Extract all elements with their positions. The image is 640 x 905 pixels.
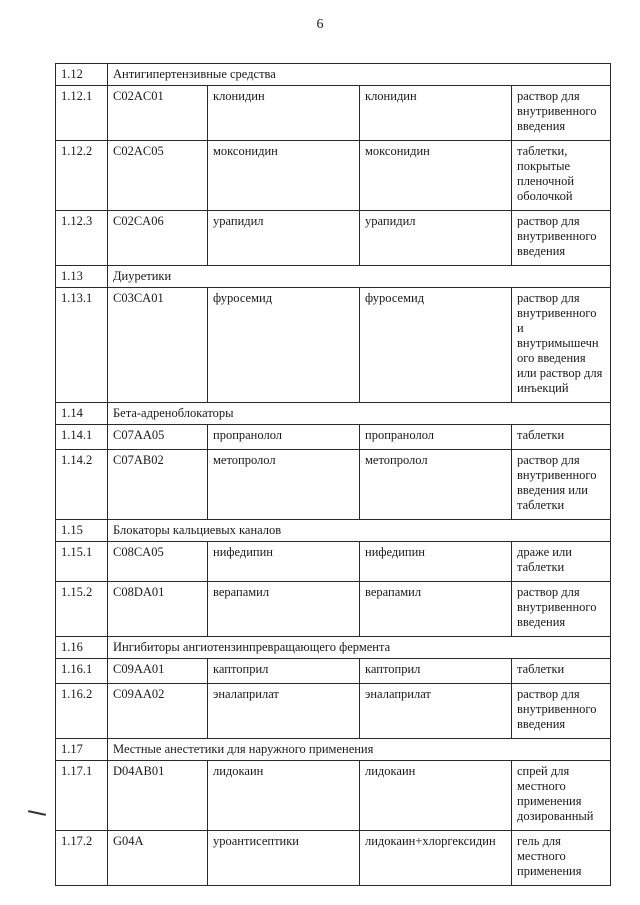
drug-name: верапамил (208, 582, 360, 637)
item-number: 1.17.1 (56, 761, 108, 831)
group-row (56, 64, 611, 86)
table-row (56, 761, 611, 831)
table-row (56, 141, 611, 211)
inn-name: эналаприлат (360, 684, 512, 739)
atc-code: C02CA06 (108, 211, 208, 266)
dosage-form: драже или таблетки (512, 542, 611, 582)
item-number: 1.16.2 (56, 684, 108, 739)
item-number: 1.17.2 (56, 831, 108, 886)
group-number: 1.13 (56, 266, 108, 288)
inn-name: фуросемид (360, 288, 512, 403)
group-title: Диуретики (108, 266, 611, 288)
table-row (56, 288, 611, 403)
drug-name: метопролол (208, 450, 360, 520)
item-number: 1.14.1 (56, 425, 108, 450)
inn-name: моксонидин (360, 141, 512, 211)
table-row (56, 86, 611, 141)
inn-name: каптоприл (360, 659, 512, 684)
group-row (56, 637, 611, 659)
atc-code: C09AA01 (108, 659, 208, 684)
group-number: 1.14 (56, 403, 108, 425)
dosage-form: раствор для внутривенного введения (512, 211, 611, 266)
drug-name: клонидин (208, 86, 360, 141)
pen-mark (28, 810, 46, 816)
item-number: 1.12.3 (56, 211, 108, 266)
table-row (56, 450, 611, 520)
group-row (56, 520, 611, 542)
group-row (56, 403, 611, 425)
drug-name: уроантисептики (208, 831, 360, 886)
table-body (56, 64, 611, 886)
atc-code: G04A (108, 831, 208, 886)
dosage-form: раствор для внутривенного введения (512, 582, 611, 637)
atc-code: C07AB02 (108, 450, 208, 520)
inn-name: нифедипин (360, 542, 512, 582)
atc-code: C07AA05 (108, 425, 208, 450)
drug-name: нифедипин (208, 542, 360, 582)
drug-name: эналаприлат (208, 684, 360, 739)
dosage-form: таблетки (512, 425, 611, 450)
atc-code: C03CA01 (108, 288, 208, 403)
dosage-form: раствор для внутривенного введения или таблетки (512, 450, 611, 520)
group-row (56, 266, 611, 288)
drug-name: пропранолол (208, 425, 360, 450)
atc-code: C09AA02 (108, 684, 208, 739)
inn-name: урапидил (360, 211, 512, 266)
item-number: 1.12.2 (56, 141, 108, 211)
dosage-form: раствор для внутривенного введения (512, 86, 611, 141)
item-number: 1.12.1 (56, 86, 108, 141)
dosage-form: таблетки (512, 659, 611, 684)
item-number: 1.15.2 (56, 582, 108, 637)
inn-name: пропранолол (360, 425, 512, 450)
drug-name: лидокаин (208, 761, 360, 831)
dosage-form: спрей для местного применения дозированный (512, 761, 611, 831)
table-row (56, 659, 611, 684)
group-title: Блокаторы кальциевых каналов (108, 520, 611, 542)
drug-name: каптоприл (208, 659, 360, 684)
table-row (56, 211, 611, 266)
atc-code: C02AC05 (108, 141, 208, 211)
drug-name: фуросемид (208, 288, 360, 403)
inn-name: лидокаин+хлоргексидин (360, 831, 512, 886)
table-row (56, 542, 611, 582)
group-number: 1.15 (56, 520, 108, 542)
page-number: 6 (316, 17, 324, 32)
dosage-form: гель для местного применения (512, 831, 611, 886)
group-number: 1.16 (56, 637, 108, 659)
item-number: 1.15.1 (56, 542, 108, 582)
table-row (56, 582, 611, 637)
group-number: 1.17 (56, 739, 108, 761)
dosage-form: раствор для внутривенного и внутримышечн ого введения или раствор для инъекций (512, 288, 611, 403)
group-row (56, 739, 611, 761)
group-title: Бета-адреноблокаторы (108, 403, 611, 425)
dosage-form: раствор для внутривенного введения (512, 684, 611, 739)
atc-code: C08CA05 (108, 542, 208, 582)
inn-name: лидокаин (360, 761, 512, 831)
drug-name: моксонидин (208, 141, 360, 211)
item-number: 1.16.1 (56, 659, 108, 684)
inn-name: клонидин (360, 86, 512, 141)
table-row (56, 831, 611, 886)
item-number: 1.13.1 (56, 288, 108, 403)
dosage-form: таблетки, покрытые пленочной оболочкой (512, 141, 611, 211)
group-title: Антигипертензивные средства (108, 64, 611, 86)
group-title: Ингибиторы ангиотензинпревращающего фермента (108, 637, 611, 659)
drug-list-table (55, 63, 611, 886)
drug-name: урапидил (208, 211, 360, 266)
atc-code: C02AC01 (108, 86, 208, 141)
table-row (56, 425, 611, 450)
table-row (56, 684, 611, 739)
atc-code: D04AB01 (108, 761, 208, 831)
group-title: Местные анестетики для наружного применения (108, 739, 611, 761)
group-number: 1.12 (56, 64, 108, 86)
inn-name: верапамил (360, 582, 512, 637)
inn-name: метопролол (360, 450, 512, 520)
atc-code: C08DA01 (108, 582, 208, 637)
item-number: 1.14.2 (56, 450, 108, 520)
